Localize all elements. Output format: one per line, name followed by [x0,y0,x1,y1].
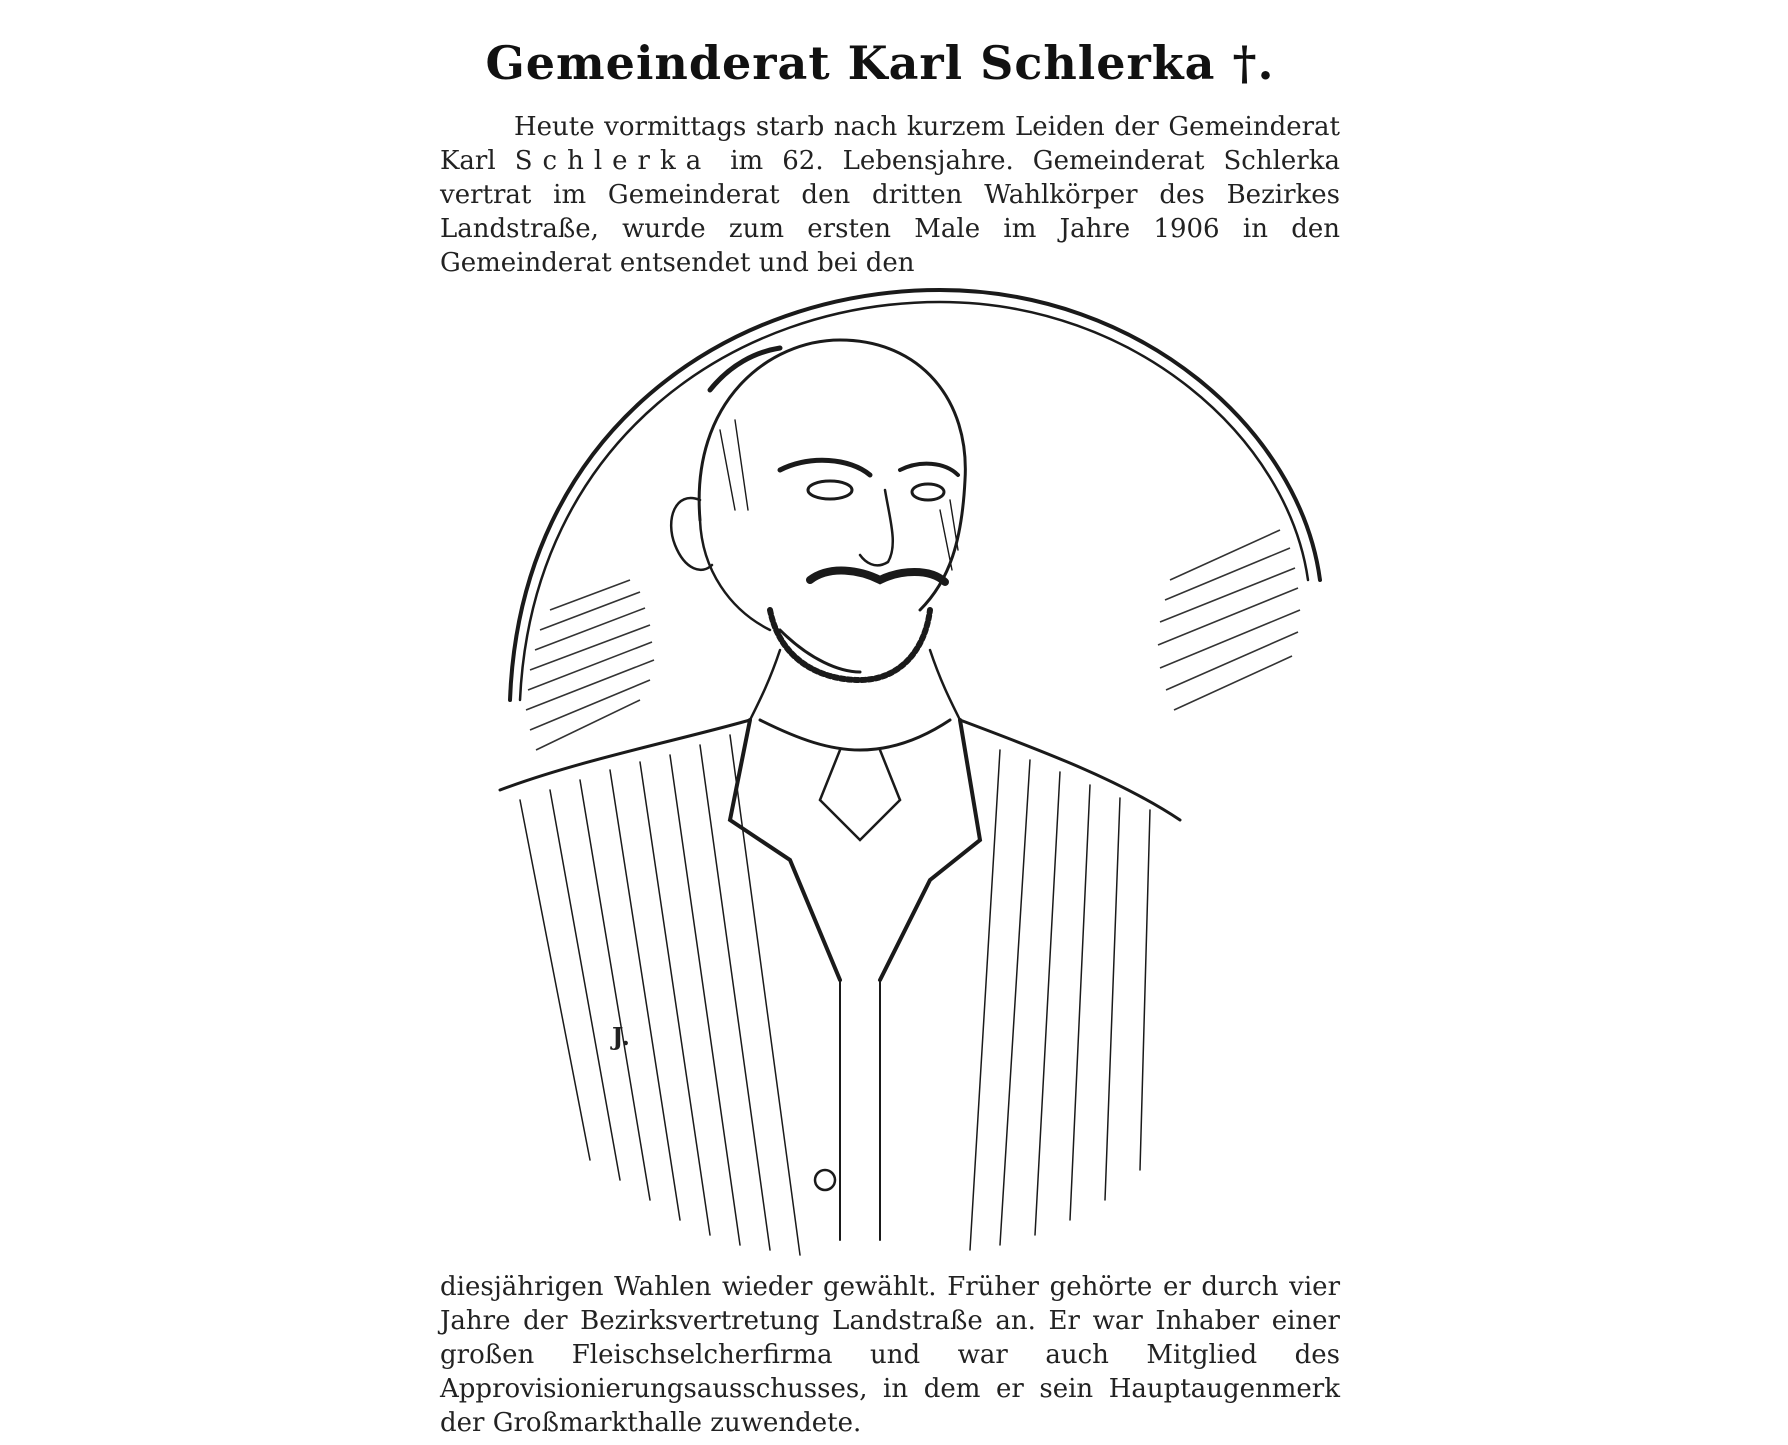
portrait-illustration [480,280,1340,1260]
headline: Gemeinderat Karl Schlerka †. [485,36,1275,90]
jacket [500,720,1180,1255]
paragraph-top-text-2: im 62. Lebensjahre. Gemeinderat Schlerka vertrat im Gemeinderat den dritten Wahlkörper des Bezirkes Landstraße, wurde zum ersten Male im Jahre 1906 in den Gemeinderat entsendet und bei den [440,146,1340,278]
paragraph-top [440,110,1340,280]
artist-monogram: J. [612,1022,630,1051]
background-hatching [526,530,1300,750]
spaced-name: Schlerka [514,146,712,176]
paragraph-top-text-1: Heute vormittags starb nach kurzem Leiden der Gemeinderat Karl [440,112,1340,176]
head [671,340,965,680]
paragraph-bottom: diesjährigen Wahlen wieder gewählt. Früher gehörte er durch vier Jahre der Bezirksvertretung Landstraße an. Er war Inhaber einer großen Fleischselcherfirma und war auch Mitglied des Approvisionierungsausschusses, in dem er sein Hauptaugenmerk der Großmarkthalle zuwendete. [440,1272,1340,1438]
